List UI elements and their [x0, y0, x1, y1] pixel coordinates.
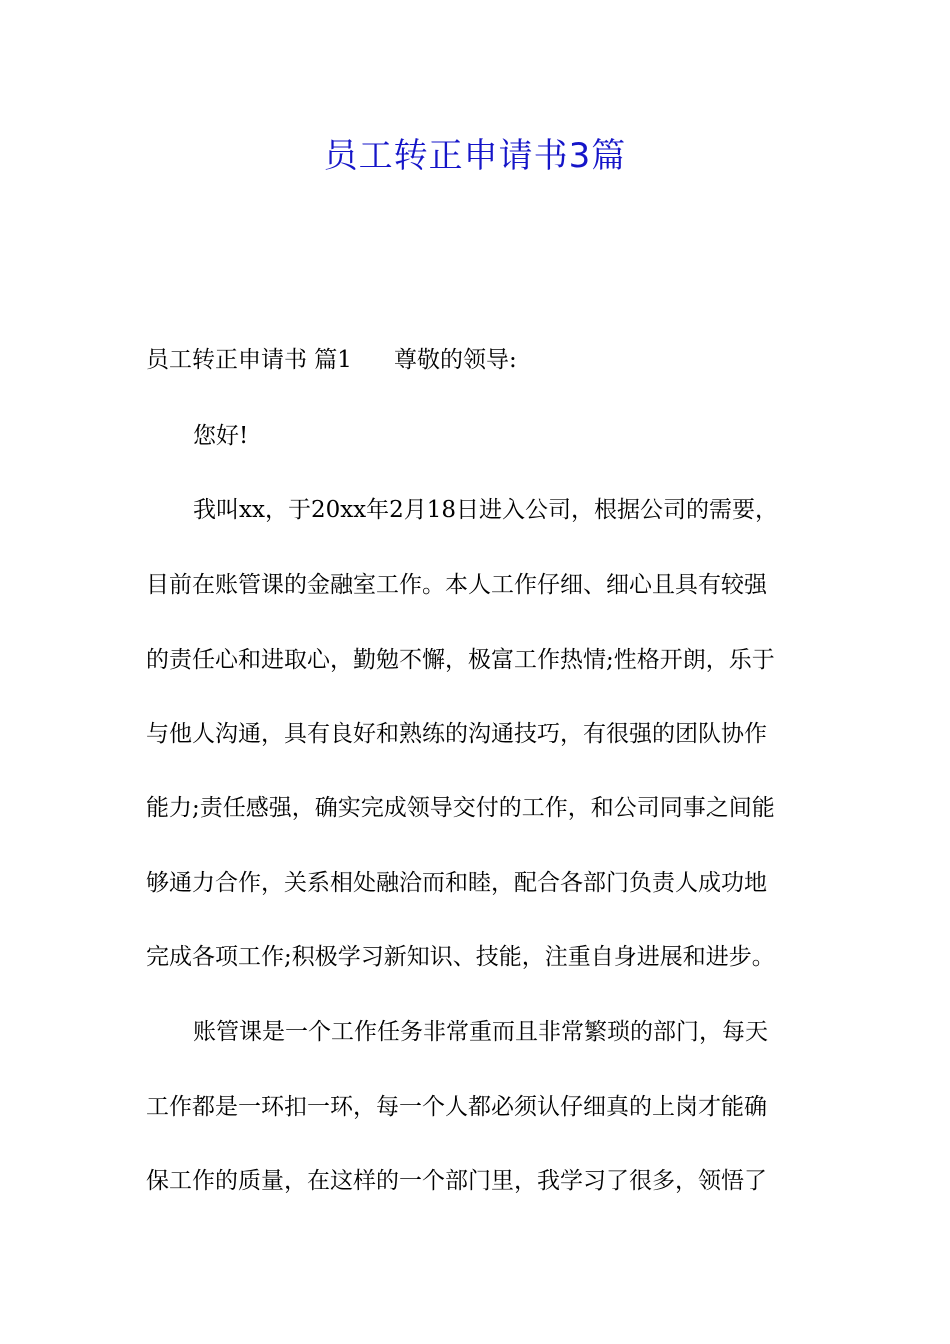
salutation: 尊敬的领导: — [393, 347, 517, 373]
paragraph-line: 与他人沟通，具有良好和熟练的沟通技巧，有很强的团队协作 — [146, 721, 767, 747]
paragraph-line: 目前在账管课的金融室工作。本人工作仔细、细心且具有较强 — [146, 572, 767, 598]
paragraph-line: 完成各项工作;积极学习新知识、技能，注重自身进展和进步。 — [146, 944, 775, 970]
document-title: 员工转正申请书3篇 — [323, 136, 627, 176]
paragraph-line: 够通力合作，关系相处融洽而和睦，配合各部门负责人成功地 — [146, 870, 767, 896]
paragraph-line: 能力;责任感强，确实完成领导交付的工作，和公司同事之间能 — [146, 795, 775, 821]
paragraph-line: 我叫xx，于20xx年2月18日进入公司，根据公司的需要， — [193, 497, 779, 523]
section-heading: 员工转正申请书 篇1 — [146, 347, 352, 373]
section-heading-line — [146, 345, 517, 375]
paragraph-line: 的责任心和进取心，勤勉不懈，极富工作热情;性格开朗，乐于 — [146, 647, 775, 673]
greeting: 您好! — [193, 423, 249, 449]
paragraph-line: 工作都是一环扣一环，每一个人都必须认仔细真的上岗才能确 — [146, 1094, 767, 1120]
paragraph-line: 保工作的质量，在这样的一个部门里，我学习了很多，领悟了 — [146, 1168, 767, 1194]
paragraph-line: 账管课是一个工作任务非常重而且非常繁琐的部门，每天 — [193, 1019, 768, 1045]
